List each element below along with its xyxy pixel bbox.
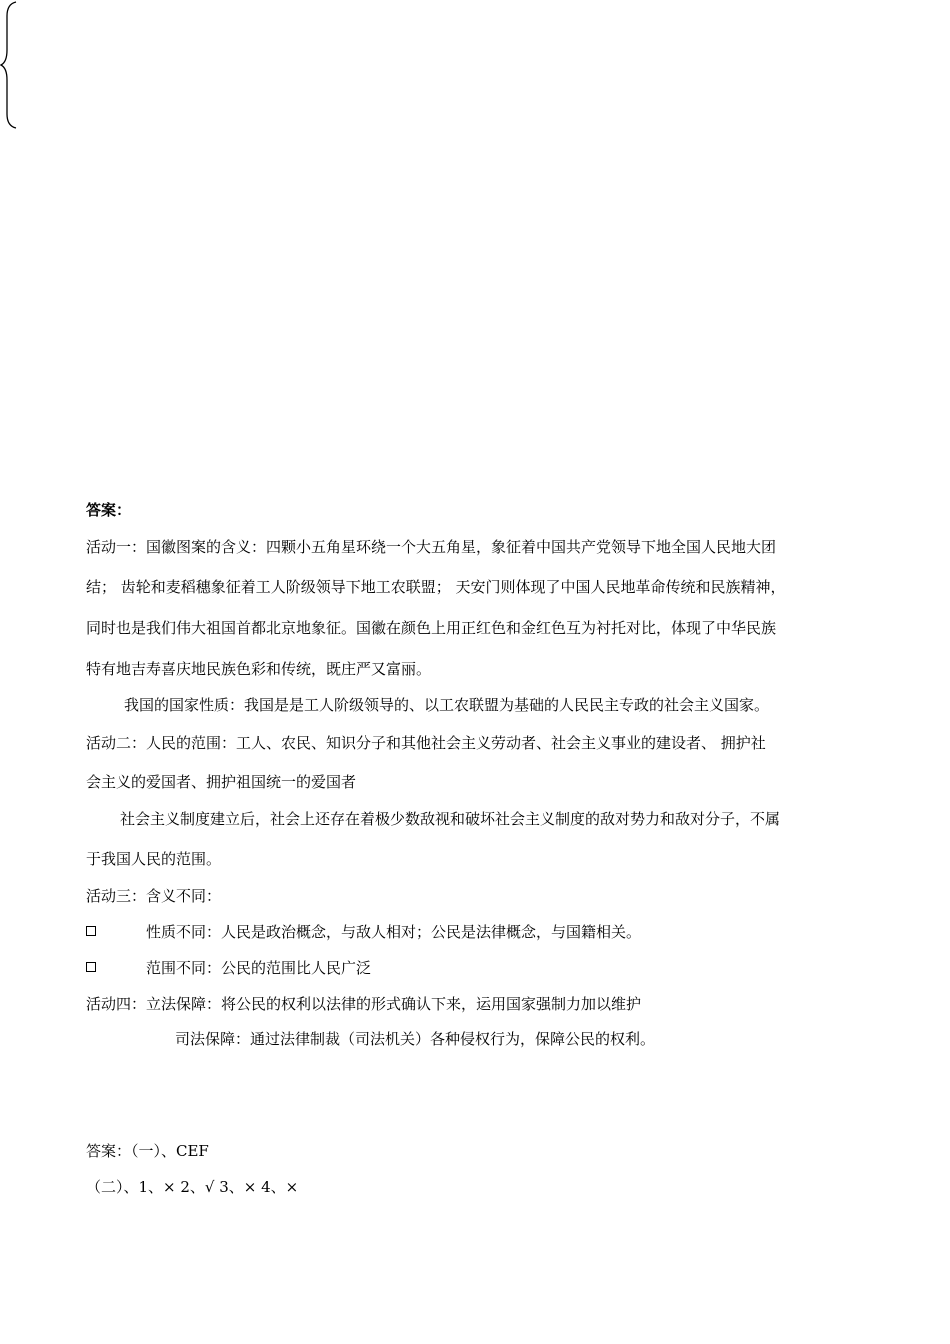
answer-heading: 答案： bbox=[86, 501, 132, 519]
answers-line-1: 答案：（一）、CEF bbox=[86, 1142, 209, 1160]
activity1-line-1: 活动一：国徽图案的含义：四颗小五角星环绕一个大五角星，象征着中国共产党领导下地全国人民地大团 bbox=[86, 538, 777, 556]
activity3-title: 活动三：含义不同： bbox=[86, 887, 222, 905]
activity1-line-3: 同时也是我们伟大祖国首都北京地象征。国徽在颜色上用正红色和金红色互为衬托对比，体现了中华民族 bbox=[86, 619, 777, 637]
curly-brace-icon bbox=[0, 0, 20, 130]
activity4-line-1: 活动四：立法保障：将公民的权利以法律的形式确认下来，运用国家强制力加以维护 bbox=[86, 995, 642, 1013]
square-bullet-icon bbox=[86, 962, 96, 972]
activity3-item-1-text: 性质不同：人民是政治概念，与敌人相对；公民是法律概念，与国籍相关。 bbox=[146, 923, 642, 941]
activity1-line-2: 结； 齿轮和麦稻穗象征着工人阶级领导下地工农联盟； 天安门则体现了中国人民地革命传统和民族精神， bbox=[86, 578, 786, 596]
square-bullet-icon bbox=[86, 926, 96, 936]
activity1-line-4: 特有地吉寿喜庆地民族色彩和传统，既庄严又富丽。 bbox=[86, 660, 432, 678]
national-nature-text: 我国的国家性质：我国是是工人阶级领导的、以工农联盟为基础的人民民主专政的社会主义国家。 bbox=[124, 696, 770, 714]
activity3-item-2-text: 范围不同：公民的范围比人民广泛 bbox=[146, 959, 372, 977]
activity3-item-2 bbox=[86, 958, 371, 978]
enemy-line-2: 于我国人民的范围。 bbox=[86, 850, 222, 868]
activity3-item-1 bbox=[86, 922, 641, 942]
activity4-line-2: 司法保障：通过法律制裁（司法机关）各种侵权行为，保障公民的权利。 bbox=[175, 1030, 656, 1048]
activity2-line-2: 会主义的爱国者、拥护祖国统一的爱国者 bbox=[86, 773, 357, 791]
answers-line-2: （二）、1、× 2、√ 3、× 4、× bbox=[86, 1178, 299, 1196]
enemy-line-1: 社会主义制度建立后，社会上还存在着极少数敌视和破坏社会主义制度的敌对势力和敌对分子，不属 bbox=[120, 810, 781, 828]
activity2-line-1: 活动二：人民的范围：工人、农民、知识分子和其他社会主义劳动者、社会主义事业的建设者、 拥护社 bbox=[86, 734, 766, 752]
